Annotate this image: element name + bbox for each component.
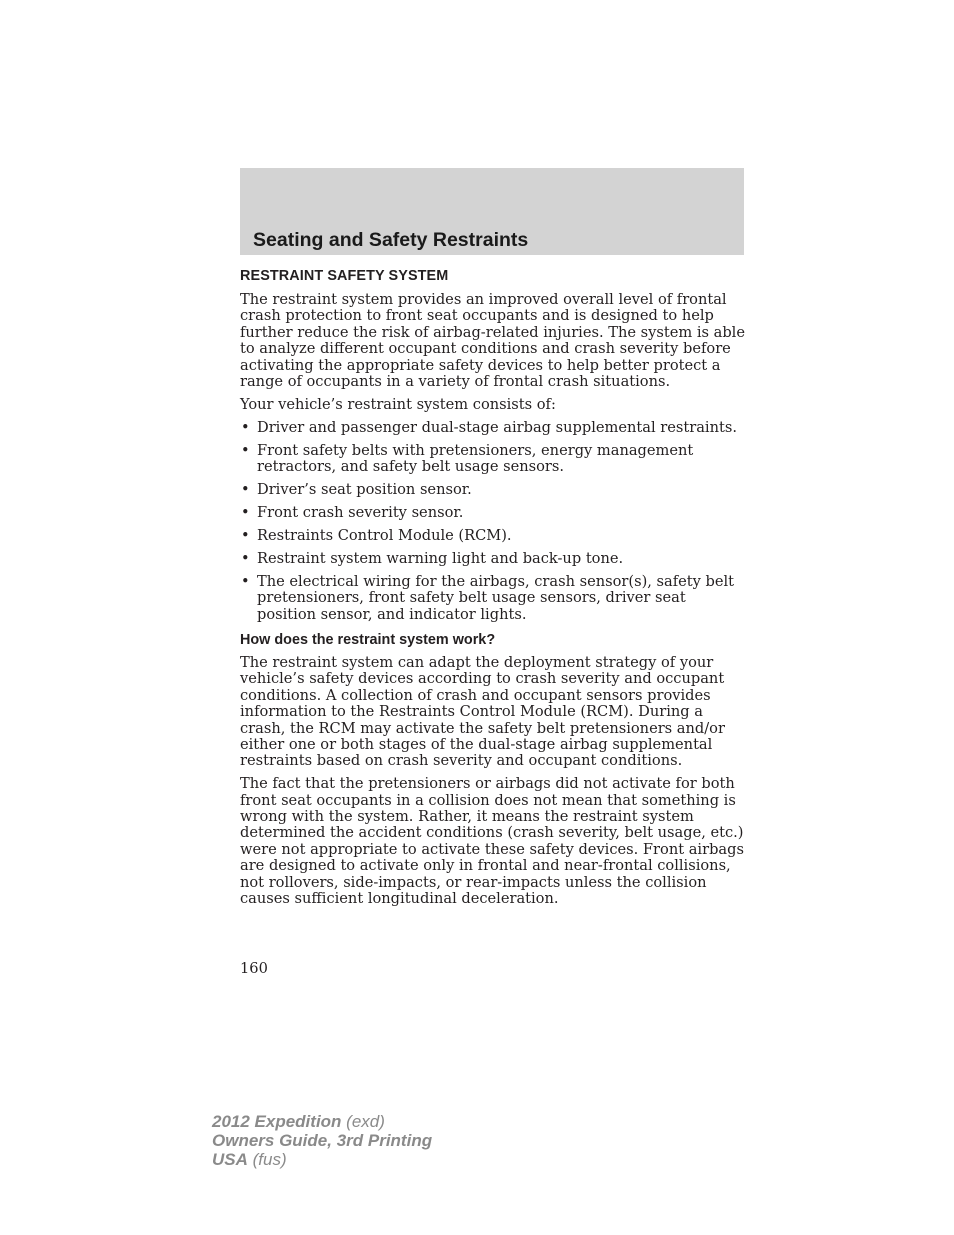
bullet-icon: • xyxy=(241,441,250,459)
footer-guide: Owners Guide, 3rd Printing xyxy=(212,1131,433,1150)
intro-paragraph: The restraint system provides an improved overall level of frontal crash protection to front seat occupants and is designed to help further reduce the risk of airbag-related injuries. The system is able to analyze different occupant conditions and crash severity before activating the appropriate safety devices to help better protect a range of occupants in a variety of frontal crash situations. xyxy=(240,291,745,391)
page-content xyxy=(240,266,746,914)
bullet-icon: • xyxy=(241,549,250,567)
bullet-icon: • xyxy=(241,503,250,521)
list-item-text: Restraints Control Module (RCM). xyxy=(257,526,512,544)
components-list xyxy=(240,420,746,623)
footer-market-code: (fus) xyxy=(247,1150,287,1169)
how-it-works-paragraph-2: The fact that the pretensioners or airbags did not activate for both front seat occupants in a collision does not mean that something is wrong with the system. Rather, it means the restraint system determined the accident conditions (crash severity, belt usage, etc.) were not appropriate to activate these safety devices. Front airbags are designed to activate only in frontal and near-frontal collisions, not rollovers, side-impacts, or rear-impacts unless the collision causes sufficient longitudinal deceleration. xyxy=(240,775,744,908)
list-item xyxy=(240,443,746,476)
list-item-text: Front crash severity sensor. xyxy=(257,503,464,521)
bullet-icon: • xyxy=(241,572,250,590)
bullet-icon: • xyxy=(241,526,250,544)
list-item-text: Front safety belts with pretensioners, energy management retractors, and safety belt usage sensors. xyxy=(257,441,694,476)
footer-line-2 xyxy=(212,1131,432,1150)
page-number: 160 xyxy=(240,960,268,977)
how-it-works-paragraph-1: The restraint system can adapt the deployment strategy of your vehicle’s safety devices according to crash severity and occupant conditions. A collection of crash and occupant sensors provides information to the Restraints Control Module (RCM). During a crash, the RCM may activate the safety belt pretensioners and/or either one or both stages of the dual-stage airbag supplemental restraints based on crash severity and occupant conditions. xyxy=(240,653,725,770)
footer-line-1 xyxy=(212,1112,432,1131)
list-item-text: Restraint system warning light and back-up tone. xyxy=(257,549,624,567)
footer-line-3 xyxy=(212,1150,432,1169)
list-item xyxy=(240,574,746,623)
publication-footer xyxy=(212,1112,432,1169)
list-intro: Your vehicle’s restraint system consists of: xyxy=(240,395,556,413)
footer-model-code: (exd) xyxy=(341,1112,385,1131)
list-item xyxy=(240,482,746,498)
list-item-text: The electrical wiring for the airbags, crash sensor(s), safety belt pretensioners, front safety belt usage sensors, driver seat position sensor, and indicator lights. xyxy=(257,572,735,623)
footer-market: USA xyxy=(212,1150,248,1169)
restraint-safety-system-heading: RESTRAINT SAFETY SYSTEM xyxy=(240,268,449,284)
list-item xyxy=(240,420,746,436)
footer-model: 2012 Expedition xyxy=(212,1112,342,1131)
list-item xyxy=(240,551,746,567)
list-item xyxy=(240,505,746,521)
list-item-text: Driver’s seat position sensor. xyxy=(257,481,472,499)
how-it-works-heading: How does the restraint system work? xyxy=(240,631,496,648)
list-item xyxy=(240,528,746,544)
bullet-icon: • xyxy=(241,481,250,499)
list-item-text: Driver and passenger dual-stage airbag supplemental restraints. xyxy=(257,418,737,436)
bullet-icon: • xyxy=(241,418,250,436)
section-title: Seating and Safety Restraints xyxy=(253,229,529,251)
